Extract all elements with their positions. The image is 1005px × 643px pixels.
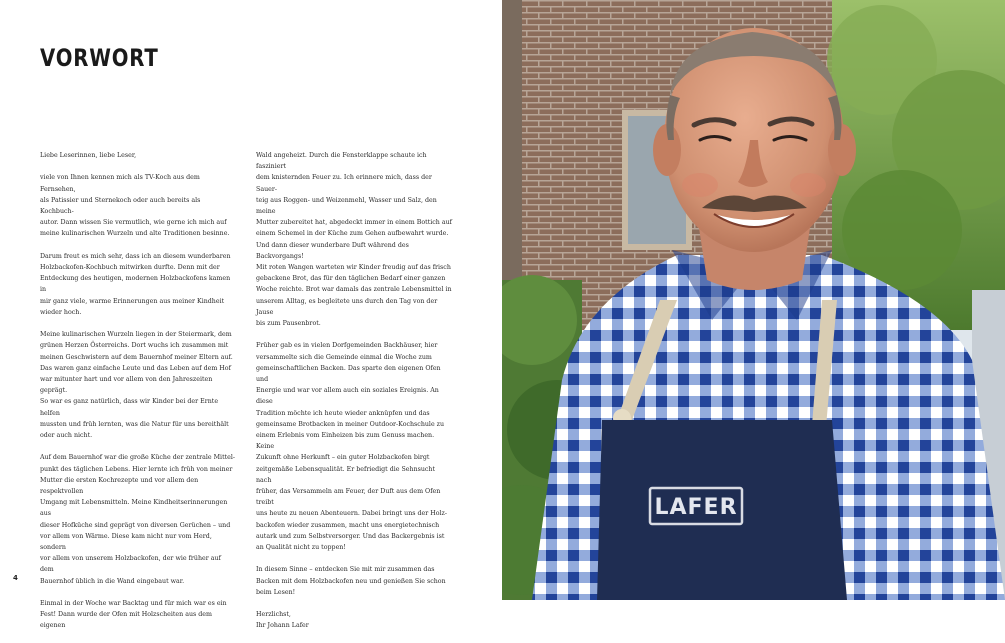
portrait-photo [502,0,1005,600]
paragraph: Wald angeheizt. Durch die Fensterklappe schaute ich fasziniert dem knisternden Feuer zu. Ich erinnere mich, dass der Sauer- teig aus Roggen- und Weizenmehl, Wasser und Salz, den meine Mutter zubereitet hat, abgedeckt immer in einem Bottich auf einem Schemel in der Küche zum Gehen aufbewahrt wurde. Und dann dieser wunderbare Duft während des Backvorgangs! Mit roten Wangen warteten wir Kinder freudig auf das frisch gebackene Brot, das für den täglichen Bedarf einer ganzen Woche reichte. Brot war damals das zentrale Lebensmittel in unserem Alltag, es begleitete uns durch den Tag von der Jause bis zum Pausenbrot. [256,152,452,328]
paragraph: Liebe Leserinnen, liebe Leser, [40,152,137,159]
paragraph: Einmal in der Woche war Backtag und für mich war es ein Fest! Dann wurde der Ofen mit Holzscheiten aus dem eigenen [40,600,227,630]
portrait-illustration [502,0,1005,600]
text-column-1 [40,150,236,643]
left-page [0,0,502,630]
paragraph: Darum freut es mich sehr, dass ich an diesem wunderbaren Holzbackofen-Kochbuch mitwirken durfte. Denn mit der Entdeckung des heutigen, modernen Holzbackofens kamen in mir ganz viele, warme Erinnerungen aus meiner Kindheit wieder hoch. [40,252,231,316]
paragraph: Meine kulinarischen Wurzeln liegen in der Steiermark, dem grünen Herzen Österreichs. Dort wuchs ich zusammen mit meinen Geschwistern auf dem Bauernhof meiner Eltern auf. Das waren ganz einfache Leute und das Leben auf dem Hof war mitunter hart und vor allem von den Jahreszeiten geprägt. So war es ganz natürlich, dass wir Kinder bei der Ernte helfen mussten und früh lernten, was die Natur für uns bereithält oder auch nicht. [40,331,233,440]
paragraph: Früher gab es in vielen Dorfgemeinden Backhäuser, hier versammelte sich die Gemeinde einmal die Woche zum gemeinschaftlichen Backen. Das sparte den eigenen Ofen und Energie und war vor allem auch ein soziales Ereignis. An diese Tradition möchte ich heute wieder anknüpfen und das gemeinsame Brotbacken in meiner Outdoor-Kochschule zu einem Erlebnis vom Einheizen bis zum Genuss machen. Keine Zukunft ohne Herkunft – ein guter Holzbackofen birgt zeitgemäße Lebensqualität. Er befriedigt die Sehnsucht nach früher, das Versammeln am Feuer, der Duft aus dem Ofen treibt uns heute zu neuen Abenteuern. Dabei bringt uns der Holz- backofen wieder zusammen, macht uns energietechnisch autark und zum Selbstversorger. Und das Backergebnis ist an Qualität nicht zu toppen! [256,342,448,552]
text-column-2 [256,150,452,643]
apron-logo: LAFER [654,495,738,520]
page-number: 4 [13,574,18,582]
paragraph: Auf dem Bauernhof war die große Küche der zentrale Mittel- punkt des täglichen Lebens. Hier lernte ich früh von meiner Mutter die ersten Kochrezepte und vor allem den respektvollen Umgang mit Lebensmitteln. Meine Kindheitserinnerungen aus dieser Hofküche sind geprägt von diversen Gerüchen – und vor allem von Wärme. Diese kam nicht nur vom Herd, sondern vor allem von unserem Holzbackofen, der wie früher auf dem Bauernhof üblich in die Wand eingebaut war. [40,454,235,585]
page-title: VORWORT [40,44,159,72]
signature-block: Herzlichst, Ihr Johann Lafer [256,611,309,630]
paragraph: In diesem Sinne – entdecken Sie mit mir zusammen das Backen mit dem Holzbackofen neu und genießen Sie schon beim Lesen! [256,566,446,596]
paragraph: viele von Ihnen kennen mich als TV-Koch aus dem Fernsehen, als Patissier und Sternekoch oder auch bereits als Kochbuch- autor. Dann wissen Sie vermutlich, wie gerne ich mich auf meine kulinarischen Wurzeln und alte Traditionen besinne. [40,174,230,238]
